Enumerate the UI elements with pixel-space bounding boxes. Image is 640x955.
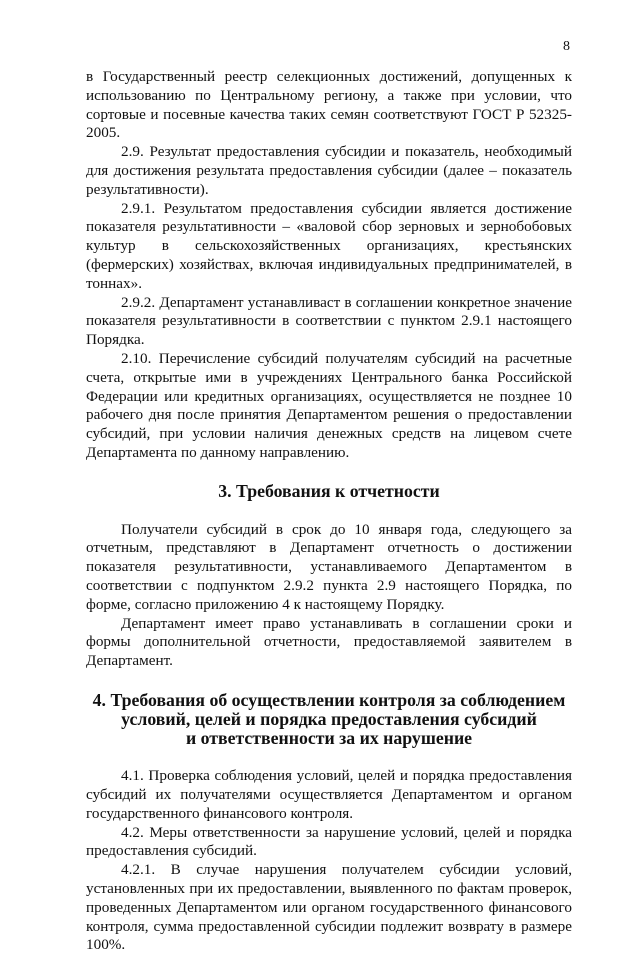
paragraph-2-9: 2.9. Результат предоставления субсидии и показатель, необходимый для достижения результата предоставления субсидии (далее – показатель результативности). xyxy=(86,143,572,198)
section-4-heading-line: условий, целей и порядка предоставления субсидий xyxy=(121,708,537,729)
paragraph-4-2: 4.2. Меры ответственности за нарушение условий, целей и порядка предоставления субсидий. xyxy=(86,823,572,860)
paragraph-4-1: 4.1. Проверка соблюдения условий, целей и порядка предоставления субсидий их получателями осуществляется Департаментом и органом государственного финансового контроля. xyxy=(86,767,572,822)
paragraph-2-9-2: 2.9.2. Департамент устанавливаст в соглашении конкретное значение показателя результативности в соответствии с пунктом 2.9.1 настоящего Порядка. xyxy=(86,293,572,349)
paragraph-2-10: 2.10. Перечисление субсидий получателям субсидий на расчетные счета, открытые ими в учреждениях Центрального банка Российской Федерации или кредитных организациях, осуществляется не позднее 10 рабочего дня после принятия Департаментом решения о предоставлении субсидий, при условии наличия денежных средств на лицевом счете Департамента по данному направлению. xyxy=(86,349,572,461)
paragraph-gost-condition: в Государственный реестр селекционных достижений, допущенных к использованию по Центральному региону, а также при условии, что сортовые и посевные качества таких семян соответствуют ГОСТ Р 52325-2005. xyxy=(86,68,572,142)
paragraph-2-9-1: 2.9.1. Результатом предоставления субсидии является достижение показателя результативности – «валовой сбор зерновых и зернобобовых культур в сельскохозяйственных организациях, крестьянских (фермерских) хозяйствах, включая индивидуальных предпринимателей, в тоннах». xyxy=(86,199,572,292)
paragraph-additional-reporting: Департамент имеет право устанавливать в соглашении сроки и формы дополнительной отчетности, предоставляемой заявителем в Департамент. xyxy=(86,614,572,670)
section-3-heading: 3. Требования к отчетности xyxy=(218,480,440,501)
paragraph-reporting-deadline: Получатели субсидий в срок до 10 января года, следующего за отчетным, представляют в Департамент отчетность о достижении показателя результативности, устанавливаемого Департаментом в соответствии с подпунктом 2.9.2 пункта 2.9 настоящего Порядка, по форме, согласно приложению 4 к настоящему Порядку. xyxy=(86,520,572,613)
page-number: 8 xyxy=(563,39,570,54)
section-4-heading xyxy=(86,691,572,747)
section-4-heading-line: и ответственности за их нарушение xyxy=(185,727,473,748)
document-body xyxy=(86,68,572,955)
section-4-heading-line: 4. Требования об осуществлении контроля за соблюдением xyxy=(92,689,566,710)
paragraph-4-2-1: 4.2.1. В случае нарушения получателем субсидии условий, установленных при их предоставлении, выявленного по фактам проверок, проведенных Департаментом или органом государственного финансового контроля, сумма предоставленной субсидии подлежит возврату в размере 100%. xyxy=(86,861,572,954)
